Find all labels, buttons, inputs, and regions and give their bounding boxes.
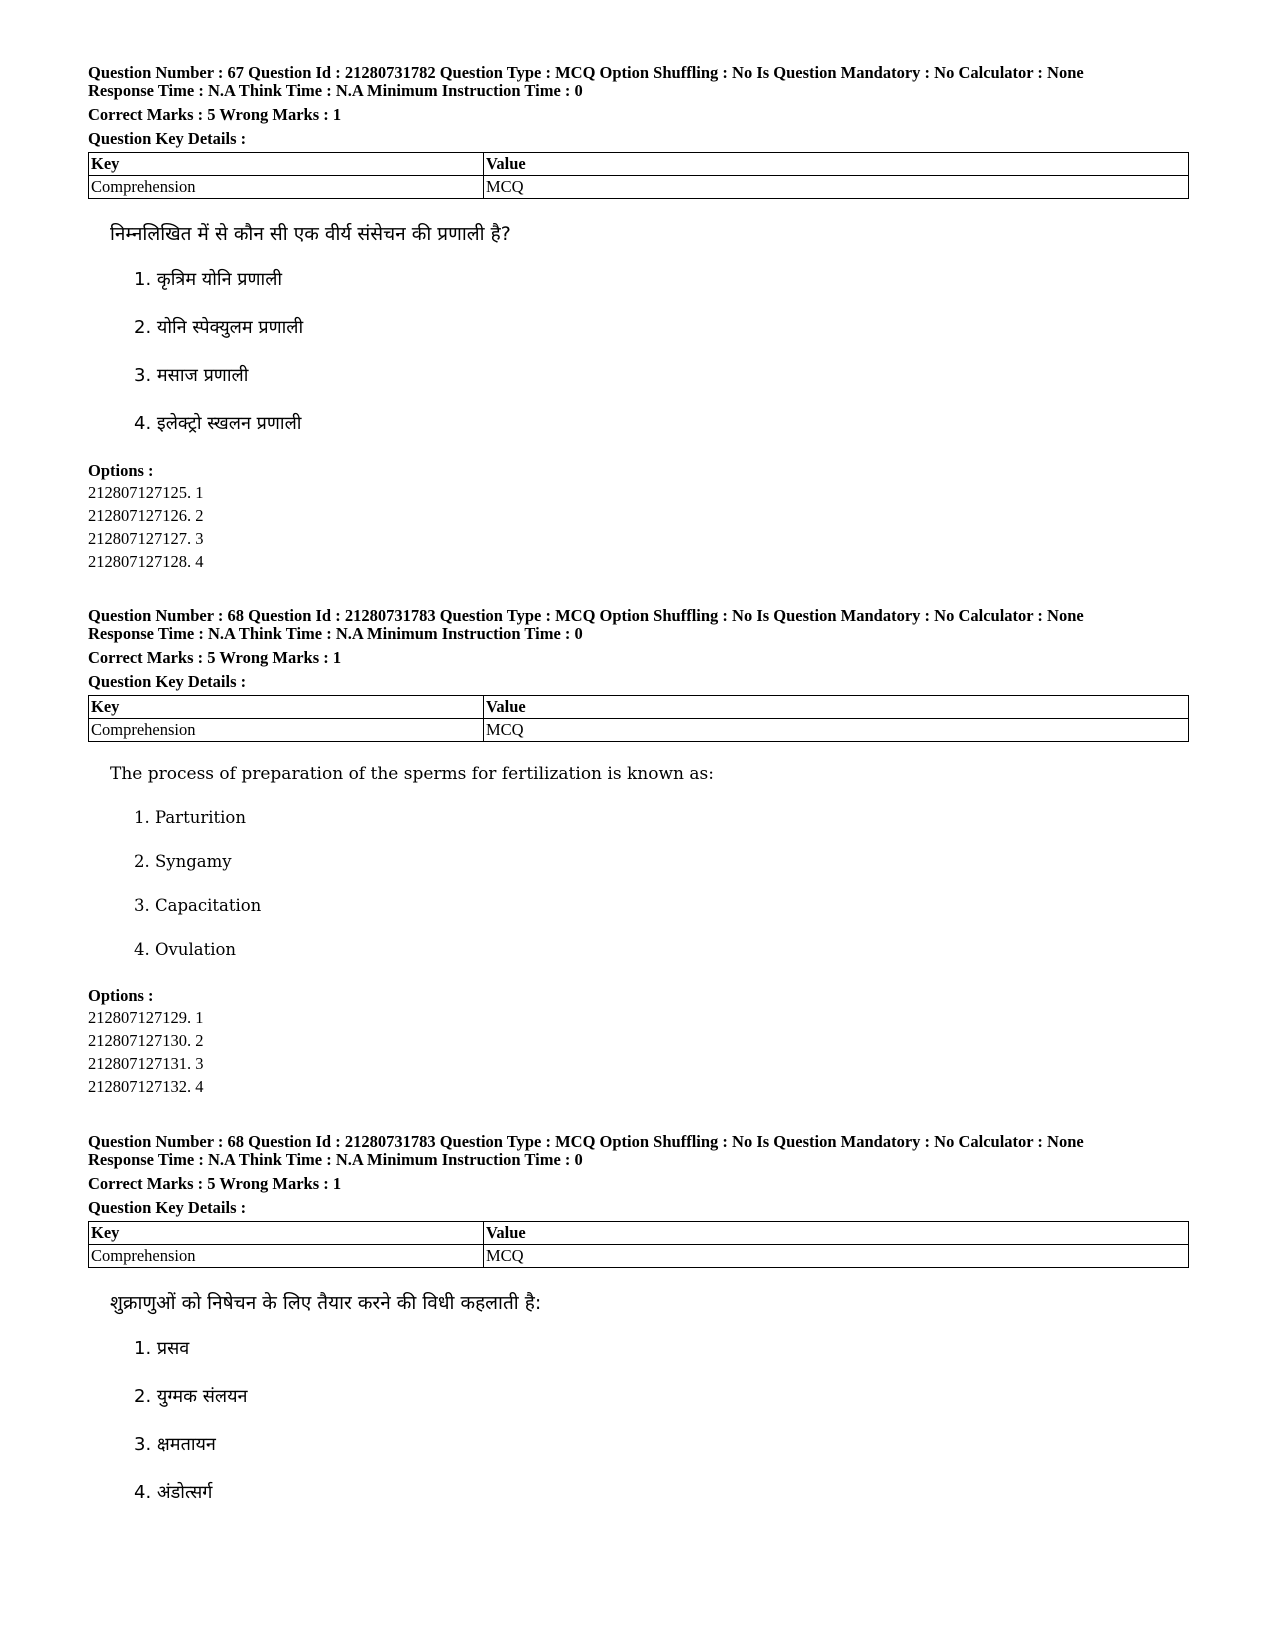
question-timing-line: Response Time : N.A Think Time : N.A Minimum Instruction Time : 0 [88, 81, 583, 100]
value-cell: MCQ [484, 176, 1189, 199]
choice-3: 3. क्षमतायन [134, 1434, 216, 1455]
question-block-68-hindi [88, 1133, 1188, 1506]
question-meta-line: Question Number : 67 Question Id : 21280731782 Question Type : MCQ Option Shuffling : No Is Question Mandatory : No Calculator : None [88, 63, 1084, 82]
choice-3: 3. मसाज प्रणाली [134, 365, 249, 386]
choice-1: 1. प्रसव [134, 1338, 190, 1359]
choice-3: 3. Capacitation [134, 896, 262, 915]
choice-2: 2. युग्मक संलयन [134, 1386, 248, 1407]
option-id: 212807127130. 2 [88, 1031, 204, 1050]
options-label: Options : [88, 986, 154, 1005]
key-header: Key [89, 696, 484, 719]
option-id: 212807127125. 1 [88, 483, 204, 502]
question-meta-line: Question Number : 68 Question Id : 21280731783 Question Type : MCQ Option Shuffling : No Is Question Mandatory : No Calculator : None [88, 606, 1084, 625]
option-id: 212807127126. 2 [88, 506, 204, 525]
key-cell: Comprehension [89, 176, 484, 199]
option-id: 212807127132. 4 [88, 1077, 204, 1096]
question-text: निम्नलिखित में से कौन सी एक वीर्य संसेचन की प्रणाली है? [110, 223, 511, 245]
question-meta-line: Question Number : 68 Question Id : 21280731783 Question Type : MCQ Option Shuffling : No Is Question Mandatory : No Calculator : None [88, 1132, 1084, 1151]
key-details-label: Question Key Details : [88, 129, 247, 148]
options-label: Options : [88, 461, 154, 480]
key-details-label: Question Key Details : [88, 1198, 247, 1217]
option-id: 212807127129. 1 [88, 1008, 204, 1027]
table-row [89, 719, 1189, 742]
choice-1: 1. कृत्रिम योनि प्रणाली [134, 269, 283, 290]
question-block-68-english [88, 607, 1188, 1098]
table-row [89, 1222, 1189, 1245]
choice-4: 4. अंडोत्सर्ग [134, 1482, 213, 1503]
table-row [89, 1245, 1189, 1268]
question-timing-line: Response Time : N.A Think Time : N.A Minimum Instruction Time : 0 [88, 624, 583, 643]
choice-1: 1. Parturition [134, 808, 246, 827]
key-header: Key [89, 1222, 484, 1245]
choice-2: 2. योनि स्पेक्युलम प्रणाली [134, 317, 304, 338]
question-timing-line: Response Time : N.A Think Time : N.A Minimum Instruction Time : 0 [88, 1150, 583, 1169]
choice-4: 4. Ovulation [134, 940, 237, 959]
key-details-label: Question Key Details : [88, 672, 247, 691]
key-cell: Comprehension [89, 719, 484, 742]
key-details-table [88, 695, 1189, 742]
option-id: 212807127127. 3 [88, 529, 204, 548]
question-marks-line: Correct Marks : 5 Wrong Marks : 1 [88, 648, 342, 667]
value-cell: MCQ [484, 1245, 1189, 1268]
question-block-67 [88, 64, 1188, 573]
option-id: 212807127128. 4 [88, 552, 204, 571]
key-details-table [88, 152, 1189, 199]
value-header: Value [484, 153, 1189, 176]
value-header: Value [484, 696, 1189, 719]
choice-4: 4. इलेक्ट्रो स्खलन प्रणाली [134, 413, 302, 434]
table-row [89, 696, 1189, 719]
table-row [89, 176, 1189, 199]
question-text: The process of preparation of the sperms for fertilization is known as: [110, 764, 714, 784]
key-cell: Comprehension [89, 1245, 484, 1268]
key-details-table [88, 1221, 1189, 1268]
table-row [89, 153, 1189, 176]
option-id: 212807127131. 3 [88, 1054, 204, 1073]
key-header: Key [89, 153, 484, 176]
question-marks-line: Correct Marks : 5 Wrong Marks : 1 [88, 1174, 342, 1193]
question-marks-line: Correct Marks : 5 Wrong Marks : 1 [88, 105, 342, 124]
choice-2: 2. Syngamy [134, 852, 232, 871]
value-header: Value [484, 1222, 1189, 1245]
value-cell: MCQ [484, 719, 1189, 742]
question-text: शुक्राणुओं को निषेचन के लिए तैयार करने की विधी कहलाती है: [110, 1292, 542, 1314]
